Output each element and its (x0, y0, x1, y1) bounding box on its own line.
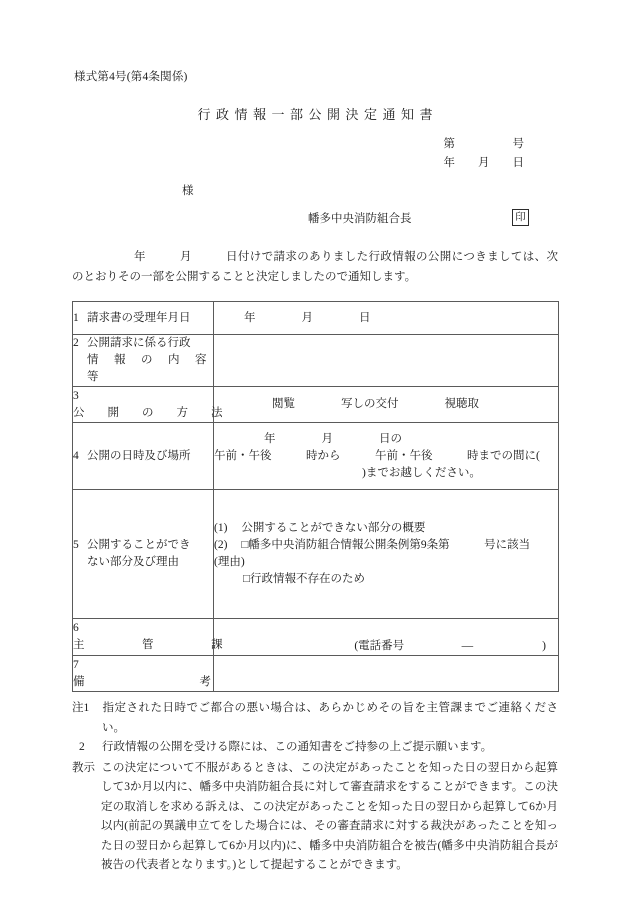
footnote-1-marker: 注1 (72, 702, 90, 714)
row-3-label-cell (73, 387, 223, 423)
row-1-number: 1 (73, 311, 79, 324)
issuer-name: 幡多中央消防組合長 (308, 213, 412, 225)
table-row-1 (73, 302, 559, 335)
table-row-2 (73, 335, 559, 387)
intro-paragraph (72, 247, 558, 287)
intro-date-blank: 年 月 日 (134, 251, 238, 263)
issuer-row (72, 211, 558, 229)
row-4-label-cell (73, 423, 214, 490)
document-sheet (72, 72, 558, 887)
row-7-number: 7 (73, 658, 79, 671)
row-5-label-cell (73, 490, 214, 619)
seal-stamp-icon: 印 (512, 209, 529, 226)
row-3-value: 閲覧 写しの交付 視聴取 (272, 398, 479, 410)
row-5-item2-reason: (理由) (214, 556, 245, 568)
row-4-number: 4 (73, 449, 79, 462)
decision-detail-table (72, 301, 559, 692)
row-5-label-line2: ない部分及び理由 (87, 556, 179, 568)
row-1-value: 年 月 日 (244, 311, 371, 324)
document-meta (72, 135, 558, 173)
row-6-phone-value: (電話番号 ― ) (354, 640, 546, 652)
row-5-item1-marker: (1) (214, 522, 228, 534)
table-row-7 (73, 656, 559, 692)
row-1-value-cell[interactable] (214, 302, 559, 335)
footnotes (72, 699, 558, 758)
table-row-5 (73, 490, 559, 619)
row-2-value-cell[interactable] (214, 335, 559, 387)
row-4-value-cell[interactable] (214, 423, 559, 490)
row-2-label-line1: 公開請求に係る行政 (87, 337, 191, 349)
row-4-label: 公開の日時及び場所 (87, 449, 191, 462)
document-date-line: 年 月 日 (443, 156, 524, 169)
row-4-value-line3: )までお越しください。 (362, 466, 481, 479)
page-title: 行政情報一部公開決定通知書 (197, 106, 438, 122)
row-5-item2-marker: (2) (214, 539, 228, 551)
footnote-2 (72, 738, 558, 758)
row-5-item1-text: 公開することができない部分の概要 (241, 522, 426, 534)
footnote-1 (72, 699, 558, 738)
row-6-label: 主 管 課 (73, 639, 223, 651)
row-4-value-line2: 午前・午後 時から 午前・午後 時までの間に( (214, 449, 540, 462)
row-2-label-cell (73, 335, 222, 387)
footnote-1-text: 指定された日時でご都合の悪い場合は、あらかじめその旨を主管課までご連絡ください。 (102, 702, 558, 734)
row-5-item3-checkbox-text[interactable]: □行政情報不存在のため (243, 573, 365, 585)
appeal-instructions (72, 759, 558, 876)
footnote-2-text: 行政情報の公開を受ける際には、この通知書をご持参の上ご提示願います。 (102, 741, 493, 753)
row-5-item1 (214, 520, 558, 537)
table-row-3 (73, 387, 559, 423)
row-5-item2 (214, 537, 558, 554)
row-3-label: 公 開 の 方 法 (73, 406, 223, 419)
form-code: 様式第4号(第4条関係) (74, 71, 188, 83)
row-3-value-cell[interactable] (214, 387, 559, 423)
row-7-label: 備 考 (73, 675, 211, 688)
row-6-label-cell (73, 619, 223, 656)
document-number-line: 第 号 (443, 137, 524, 150)
row-5-value-cell[interactable] (214, 490, 559, 619)
appeal-instructions-label: 教示 (72, 761, 95, 774)
footnote-2-marker: 2 (79, 741, 85, 753)
row-3-number: 3 (73, 389, 79, 402)
table-row-6 (73, 619, 559, 656)
intro-body-text: 付けで請求のありました行政情報の公開につきましては、次のとおりその一部を公開することと決定しましたので通知します。 (72, 251, 558, 283)
row-2-label-line2: 情 報 の 内 容 等 (87, 354, 222, 383)
row-7-label-cell (73, 656, 214, 692)
row-5-label-line1: 公開することができ (87, 539, 191, 551)
row-4-value-line1: 年 月 日の (264, 432, 402, 445)
row-5-item2-checkbox-text[interactable]: □幡多中央消防組合情報公開条例第9条第 号に該当 (241, 539, 531, 551)
row-1-label-cell (73, 302, 214, 335)
row-5-number: 5 (73, 539, 79, 551)
table-row-4 (73, 423, 559, 490)
row-6-number: 6 (73, 622, 79, 634)
row-7-value-cell[interactable] (214, 656, 559, 692)
row-1-label: 請求書の受理年月日 (87, 311, 191, 324)
addressee-honorific: 様 (182, 184, 194, 197)
row-6-value-cell[interactable] (214, 619, 559, 656)
appeal-instructions-text: この決定について不服があるときは、この決定があったことを知った日の翌日から起算して3か月以内に、幡多中央消防組合長に対して審査請求をすることができます。この決定の取消しを求める訴えは、この決定があったことを知った日の翌日から起算して6か月以内(前記の異議申立てをした場合には、その審査請求に対する裁決があったことを知った日の翌日から起算して6か月以内)に、幡多中央消防組合を被告(幡多中央消防組合長が被告の代表者となります。)として提起することができます。 (101, 761, 558, 871)
row-2-number: 2 (73, 337, 79, 349)
